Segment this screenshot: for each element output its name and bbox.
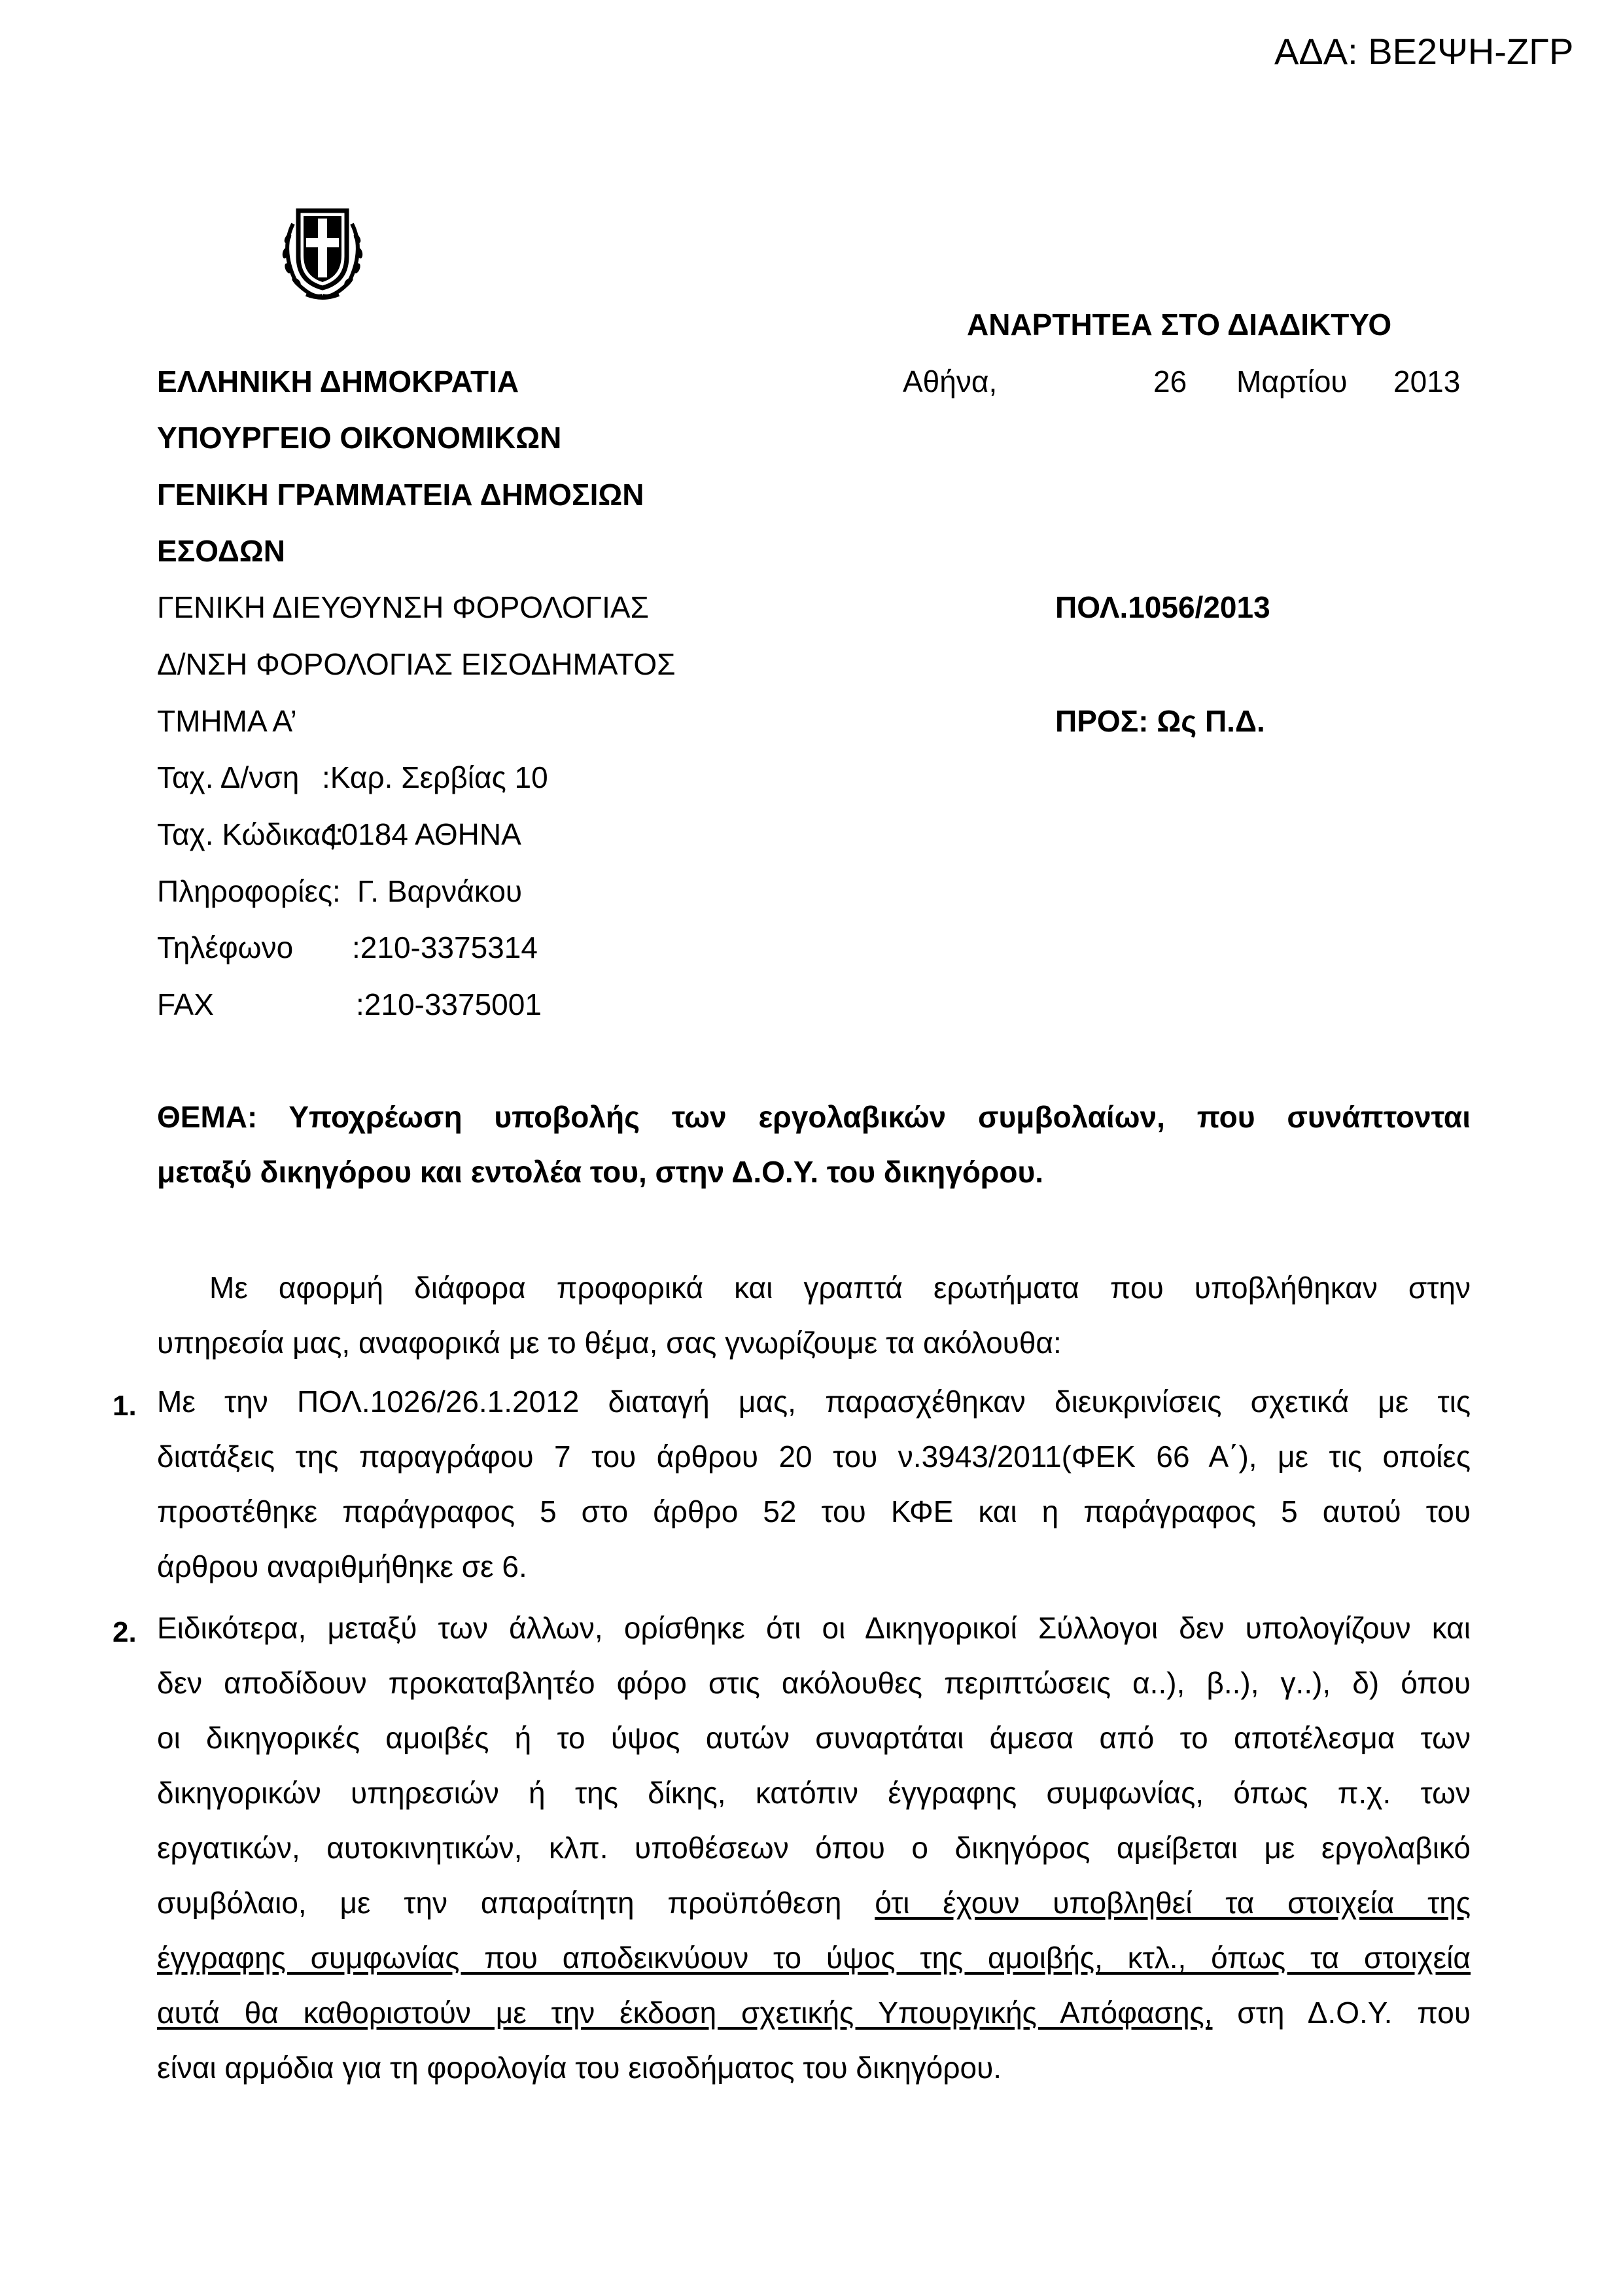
- header-general-secretariat-cont: ΕΣΟΔΩΝ: [157, 534, 285, 568]
- coat-of-arms-seal: [273, 198, 372, 302]
- header-ministry: ΥΠΟΥΡΓΕΙΟ ΟΙΚΟΝΟΜΙΚΩΝ: [157, 421, 562, 455]
- item-1-paragraph: [157, 1374, 1471, 1594]
- intro-paragraph: [157, 1260, 1471, 1370]
- fax-value: :210-3375001: [356, 987, 542, 1021]
- subject-line-1: ΘΕΜΑ: Υποχρέωση υποβολής των εργολαβικών συμβολαίων, που συνάπτονται: [157, 1100, 1471, 1134]
- item-2-line-8-plain: στη Δ.Ο.Υ. που: [1212, 1996, 1471, 2030]
- date-year: 2013: [1393, 364, 1461, 398]
- item-1-number: 1.: [113, 1390, 137, 1422]
- postcode-label: Ταχ. Κώδικας:: [157, 817, 344, 851]
- item-2-line-7-underlined: έγγραφης συμφωνίας που αποδεικνύουν το ύψος της αμοιβής, κτλ., όπως τα στοιχεία: [157, 1941, 1471, 1975]
- info-label: Πληροφορίες:: [157, 874, 341, 908]
- date-month: Μαρτίου: [1236, 364, 1348, 398]
- item-2-number: 2.: [113, 1616, 137, 1648]
- item-1-line-1: Με την ΠΟΛ.1026/26.1.2012 διαταγή μας, παρασχέθηκαν διευκρινίσεις σχετικά με τις: [157, 1385, 1471, 1419]
- address-value: :Καρ. Σερβίας 10: [322, 760, 548, 794]
- phone-label: Τηλέφωνο: [157, 930, 294, 964]
- header-republic: ΕΛΛΗΝΙΚΗ ΔΗΜΟΚΡΑΤΙΑ: [157, 364, 519, 398]
- item-1-line-3: προστέθηκε παράγραφος 5 στο άρθρο 52 του ΚΦΕ και η παράγραφος 5 αυτού του: [157, 1494, 1471, 1528]
- header-directorate: ΓΕΝΙΚΗ ΔΙΕΥΘΥΝΣΗ ΦΟΡΟΛΟΓΙΑΣ: [157, 590, 649, 624]
- posting-label: ΑΝΑΡΤΗΤΕΑ ΣΤΟ ΔΙΑΔΙΚΤΥΟ: [967, 308, 1392, 342]
- item-2-line-8: [157, 1985, 1471, 2040]
- reference-number: ΠΟΛ.1056/2013: [1055, 590, 1270, 624]
- item-1-line-2: διατάξεις της παραγράφου 7 του άρθρου 20 του ν.3943/2011(ΦΕΚ 66 Α΄), με τις οποίες: [157, 1439, 1471, 1474]
- ada-code: ΑΔΑ: ΒΕ2ΨΗ-ΖΓΡ: [1274, 31, 1574, 72]
- recipient: ΠΡΟΣ: Ως Π.Δ.: [1055, 704, 1265, 738]
- item-2-line-4: δικηγορικών υπηρεσιών ή της δίκης, κατόπιν έγγραφης συμφωνίας, όπως π.χ. των: [157, 1776, 1471, 1810]
- postcode-value: 10184 ΑΘΗΝΑ: [324, 817, 521, 851]
- date-day: 26: [1153, 364, 1187, 398]
- item-2-line-2: δεν αποδίδουν προκαταβλητέο φόρο στις ακόλουθες περιπτώσεις α..), β..), γ..), δ) όπου: [157, 1666, 1471, 1700]
- item-2-line-7: [157, 1930, 1471, 1985]
- address-label: Ταχ. Δ/νση: [157, 760, 300, 794]
- intro-line-1: Με αφορμή διάφορα προφορικά και γραπτά ερωτήματα που υποβλήθηκαν στην: [209, 1271, 1471, 1305]
- header-department: ΤΜΗΜΑ Α’: [157, 704, 297, 738]
- item-2-line-8-underlined: αυτά θα καθοριστούν με την έκδοση σχετικής Υπουργικής Απόφασης,: [157, 1996, 1213, 2030]
- item-2-line-1: Ειδικότερα, μεταξύ των άλλων, ορίσθηκε ότι οι Δικηγορικοί Σύλλογοι δεν υπολογίζουν και: [157, 1611, 1471, 1645]
- item-2-line-5: εργατικών, αυτοκινητικών, κλπ. υποθέσεων όπου ο δικηγόρος αμείβεται με εργολαβικό: [157, 1831, 1471, 1865]
- item-2-paragraph: [157, 1600, 1471, 2095]
- item-1-line-4: άρθρου αναριθμήθηκε σε 6.: [157, 1549, 527, 1583]
- intro-line-2: υπηρεσία μας, αναφορικά με το θέμα, σας γνωρίζουμε τα ακόλουθα:: [157, 1326, 1062, 1360]
- item-2-line-9: είναι αρμόδια για τη φορολογία του εισοδήματος του δικηγόρου.: [157, 2051, 1002, 2085]
- header-division: Δ/ΝΣΗ ΦΟΡΟΛΟΓΙΑΣ ΕΙΣΟΔΗΜΑΤΟΣ: [157, 647, 676, 681]
- subject-line-2: μεταξύ δικηγόρου και εντολέα του, στην Δ.Ο.Υ. του δικηγόρου.: [157, 1155, 1044, 1189]
- item-2-line-6: [157, 1875, 1471, 1930]
- header-general-secretariat: ΓΕΝΙΚΗ ΓΡΑΜΜΑΤΕΙΑ ΔΗΜΟΣΙΩΝ: [157, 478, 644, 512]
- phone-value: :210-3375314: [352, 930, 538, 964]
- item-2-line-6-plain: συμβόλαιο, με την απαραίτητη προϋπόθεση: [157, 1886, 842, 1920]
- date-city: Αθήνα,: [903, 364, 998, 398]
- item-2-line-6-underlined: ότι έχουν υποβληθεί τα στοιχεία της: [875, 1886, 1471, 1920]
- info-value: Γ. Βαρνάκου: [357, 874, 523, 908]
- fax-label: FAX: [157, 987, 214, 1021]
- subject-block: [157, 1089, 1471, 1199]
- item-2-line-3: οι δικηγορικές αμοιβές ή το ύψος αυτών συναρτάται άμεσα από το αποτέλεσμα των: [157, 1721, 1471, 1755]
